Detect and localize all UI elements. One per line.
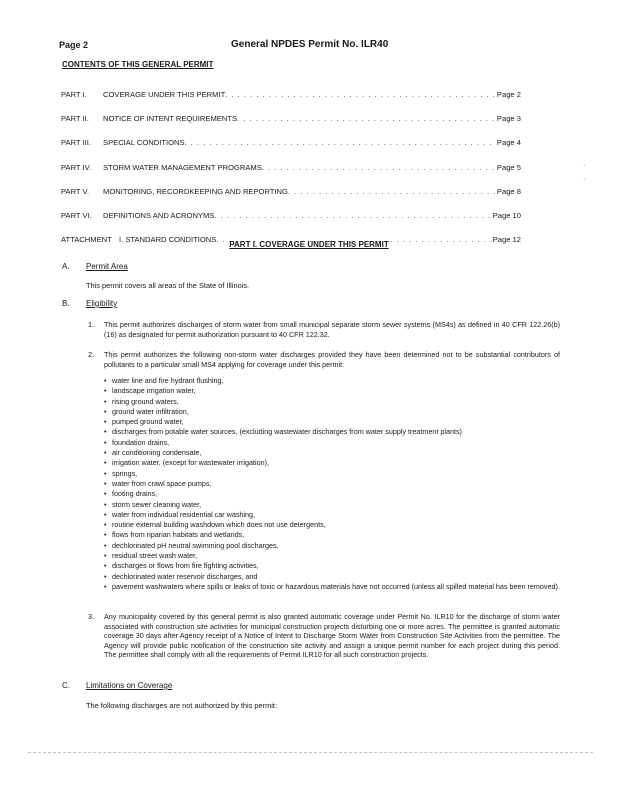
bullet-icon: • <box>104 396 107 406</box>
toc-leader-dots <box>214 211 491 220</box>
toc-page: Page 3 <box>496 114 521 124</box>
page-number-label: Page 2 <box>59 40 89 50</box>
toc-part: PART VI. <box>61 210 92 220</box>
list-item-text: storm sewer cleaning water, <box>112 499 202 509</box>
toc-title: COVERAGE UNDER THIS PERMIT <box>103 90 226 99</box>
toc-part: PART I. <box>61 90 87 99</box>
item-2-number: 2. <box>88 350 95 359</box>
toc-part: PART II. <box>61 114 89 124</box>
bullet-icon: • <box>104 386 107 396</box>
toc-part: PART IV. <box>61 162 92 172</box>
list-item-text: dechlorinated water reservoir discharges, and <box>112 571 258 581</box>
section-b-letter: B. <box>62 299 70 308</box>
toc-leader-dots <box>262 163 496 172</box>
toc-leader-dots <box>185 138 496 147</box>
toc-page: Page 4 <box>496 138 521 148</box>
toc-leader-dots <box>237 114 496 123</box>
list-item <box>104 530 564 540</box>
list-item <box>104 407 564 417</box>
bullet-icon: • <box>104 509 107 519</box>
list-item-text: water from crawl space pumps, <box>112 478 212 488</box>
list-item <box>104 551 564 561</box>
toc-title: I. STANDARD CONDITIONS <box>119 235 217 245</box>
item-3-number: 3. <box>88 612 95 621</box>
toc-row <box>61 90 521 114</box>
list-item-text: rising ground waters, <box>112 396 179 406</box>
toc-row <box>61 114 521 138</box>
list-item <box>104 479 564 489</box>
toc-title: DEFINITIONS AND ACRONYMS <box>103 210 215 220</box>
list-item-text: ground water infiltration, <box>112 406 189 416</box>
bullet-icon: • <box>104 561 107 571</box>
toc-row <box>61 211 521 235</box>
section-c-text: The following discharges are not authorized by this permit: <box>86 701 278 710</box>
list-item-text: discharges or flows from fire fighting activities, <box>112 561 259 571</box>
bullet-icon: • <box>104 437 107 447</box>
bullet-icon: • <box>104 581 107 591</box>
list-item-text: springs, <box>112 468 138 478</box>
toc-title: NOTICE OF INTENT REQUIREMENTS <box>103 114 238 124</box>
toc-part: PART V. <box>61 186 90 196</box>
list-item-text: air conditioning condensate, <box>112 448 202 458</box>
bullet-icon: • <box>104 417 107 427</box>
list-item-text: residual street wash water, <box>112 551 198 561</box>
toc-page: Page 2 <box>496 90 521 99</box>
list-item-text: pumped ground water, <box>112 417 184 427</box>
section-a-letter: A. <box>62 262 70 271</box>
bullet-icon: • <box>104 468 107 478</box>
contents-title: CONTENTS OF THIS GENERAL PERMIT <box>62 60 214 69</box>
list-item <box>104 376 564 386</box>
list-item <box>104 510 564 520</box>
list-item-text: pavement washwaters where spills or leaks of toxic or hazardous materials have not occurred (unless all spilled material has been removed). <box>112 581 560 591</box>
list-item-text: landscape irrigation water, <box>112 386 196 396</box>
toc-row <box>61 187 521 211</box>
toc-page: Page 5 <box>496 162 521 172</box>
list-item <box>104 582 564 603</box>
list-item <box>104 397 564 407</box>
scan-artifact-line <box>28 752 593 754</box>
list-item-text: foundation drains, <box>112 437 170 447</box>
bullet-icon: • <box>104 551 107 561</box>
bullet-icon: • <box>104 571 107 581</box>
list-item-text: water from individual residential car washing, <box>112 509 256 519</box>
list-item-text: water line and fire hydrant flushing, <box>112 376 224 385</box>
bullet-icon: • <box>104 520 107 530</box>
table-of-contents <box>61 90 521 259</box>
toc-title: MONITORING, RECORDKEEPING AND REPORTING <box>103 186 288 196</box>
list-item <box>104 438 564 448</box>
bullet-icon: • <box>104 427 107 437</box>
part1-heading: PART I. COVERAGE UNDER THIS PERMIT <box>229 240 389 249</box>
toc-row <box>61 163 521 187</box>
item-1-number: 1. <box>88 320 95 329</box>
bullet-icon: • <box>104 406 107 416</box>
list-item-text: irrigation water, (except for wastewater irrigation), <box>112 458 269 468</box>
bullet-icon: • <box>104 458 107 468</box>
list-item-text: dechlorinated pH neutral swimming pool discharges, <box>112 540 279 550</box>
list-item-text: flows from riparian habitats and wetlands, <box>112 530 245 540</box>
toc-part: ATTACHMENT <box>61 235 112 245</box>
list-item <box>104 520 564 530</box>
toc-leader-dots <box>288 187 496 196</box>
bullet-icon: • <box>104 376 107 385</box>
list-item <box>104 561 564 571</box>
list-item <box>104 541 564 551</box>
section-b-title: Eligibility <box>86 299 118 308</box>
toc-title: STORM WATER MANAGEMENT PROGRAMS <box>103 162 262 172</box>
section-c-title: Limitations on Coverage <box>86 681 173 690</box>
section-a-text: This permit covers all areas of the State of Illinois. <box>86 281 250 290</box>
toc-title: SPECIAL CONDITIONS <box>103 138 185 148</box>
list-item <box>104 427 564 437</box>
item-3-text: Any municipality covered by this general permit is also granted automatic coverage under Permit No. ILR10 for the discharge of storm water associated with construction site activities for municipal construction projects disturbing one or more acres. The permittee is granted automatic coverage 30 days after Agency receipt of a Notice of Intent to Discharge Storm Water from Construction Site Activities from the permittee. The Agency will provide public notification of the construction site activity and assign a unique permit number for each project during this period. The permittee shall comply with all the requirements of Permit ILR10 for all such construction projects. <box>104 612 560 659</box>
list-item <box>104 386 564 396</box>
list-item <box>104 489 564 499</box>
non-storm-water-discharge-list <box>104 376 564 603</box>
item-1-text: This permit authorizes discharges of storm water from small municipal separate storm sewer systems (MS4s) as defined in 40 CFR 122.26(b)(16) as designated for permit authorization pursuant to 40 CFR 122.32. <box>104 320 560 339</box>
section-c-letter: C. <box>62 681 70 690</box>
section-a-title: Permit Area <box>86 262 128 271</box>
bullet-icon: • <box>104 499 107 509</box>
list-item <box>104 448 564 458</box>
list-item <box>104 500 564 510</box>
bullet-icon: • <box>104 478 107 488</box>
list-item-text: discharges from potable water sources, (excluding wastewater discharges from water supply treatment plants) <box>112 427 462 437</box>
list-item <box>104 458 564 468</box>
list-item <box>104 572 564 582</box>
bullet-icon: • <box>104 540 107 550</box>
list-item-text: routine external building washdown which does not use detergents, <box>112 520 326 530</box>
bullet-icon: • <box>104 448 107 458</box>
toc-page: Page 8 <box>496 186 521 196</box>
toc-leader-dots <box>225 90 496 99</box>
toc-part: PART III. <box>61 138 91 148</box>
bullet-icon: • <box>104 489 107 499</box>
list-item <box>104 417 564 427</box>
toc-page: Page 10 <box>492 210 521 220</box>
toc-page: Page 12 <box>492 235 521 245</box>
toc-row <box>61 138 521 162</box>
item-2-text: This permit authorizes the following non-storm water discharges provided they have been determined not to be substantial contributors of pollutants to a particular small MS4 applying for coverage under this permit: <box>104 350 560 369</box>
permit-title: General NPDES Permit No. ILR40 <box>231 39 389 50</box>
bullet-icon: • <box>104 530 107 540</box>
margin-mark: · <box>583 176 586 183</box>
list-item-text: footing drains, <box>112 489 158 499</box>
margin-mark: · <box>583 162 586 169</box>
list-item <box>104 469 564 479</box>
